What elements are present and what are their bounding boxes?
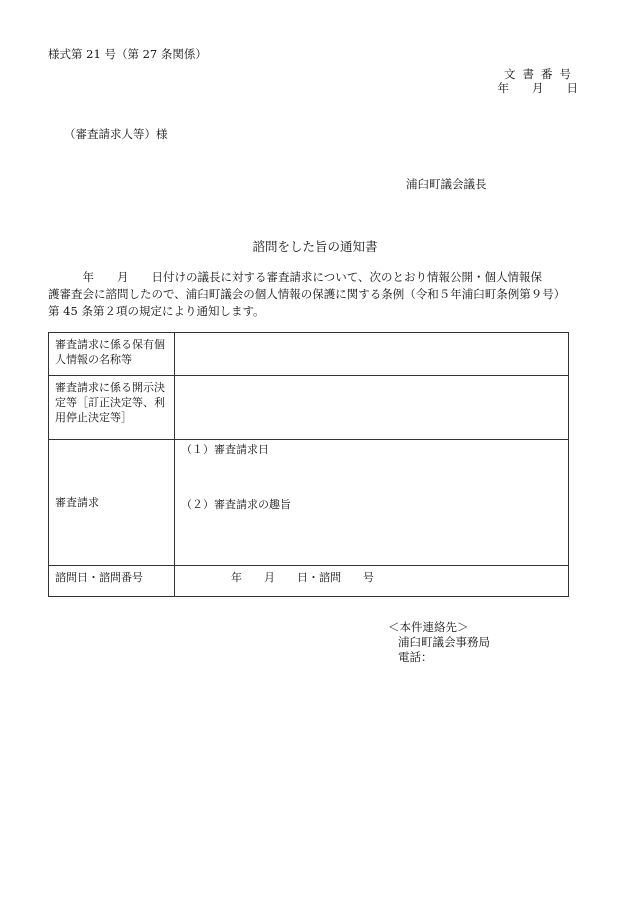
consultation-label: 諮問日・諮問番号 <box>49 566 175 597</box>
body-line-2: 護審査会に諮問したので、浦臼町議会の個人情報の保護に関する条例（令和５年浦臼町条例第９号） <box>48 287 566 301</box>
request-value <box>175 440 569 566</box>
table-row <box>49 566 569 597</box>
contact-phone: 電話： <box>398 650 433 664</box>
request-date-item: （１）審査請求日 <box>181 443 269 456</box>
notice-table <box>48 332 569 597</box>
request-purpose-item: （２）審査請求の趣旨 <box>181 498 291 511</box>
contact-block <box>388 620 490 665</box>
document-date: 年 月 日 <box>497 81 578 95</box>
decision-value <box>175 376 569 440</box>
record-name-label: 審査請求に係る保有個人情報の名称等 <box>49 333 175 376</box>
consultation-date-number: 年 月 日・諮問 号 <box>231 571 374 584</box>
record-name-value <box>175 333 569 376</box>
sender: 浦臼町議会議長 <box>406 177 487 191</box>
addressee: （審査請求人等）様 <box>64 127 168 141</box>
table-row <box>49 376 569 440</box>
body-line-3: 第 45 条第２項の規定により通知します。 <box>48 304 265 318</box>
body-line-1: 年 月 日付けの議長に対する審査請求について、次のとおり情報公開・個人情報保 <box>48 270 543 284</box>
body-text <box>48 269 588 320</box>
contact-heading: ＜本件連絡先＞ <box>388 620 469 634</box>
consultation-value <box>175 566 569 597</box>
request-label: 審査請求 <box>49 440 175 566</box>
decision-label: 審査請求に係る開示決定等［訂正決定等、利用停止決定等］ <box>49 376 175 440</box>
table-row <box>49 333 569 376</box>
table-row <box>49 440 569 566</box>
document-title: 諮問をした旨の通知書 <box>252 239 378 254</box>
contact-office: 浦臼町議会事務局 <box>398 635 490 649</box>
document-number: 文書番号 <box>504 67 578 81</box>
form-number: 様式第 21 号（第 27 条関係） <box>48 47 207 61</box>
